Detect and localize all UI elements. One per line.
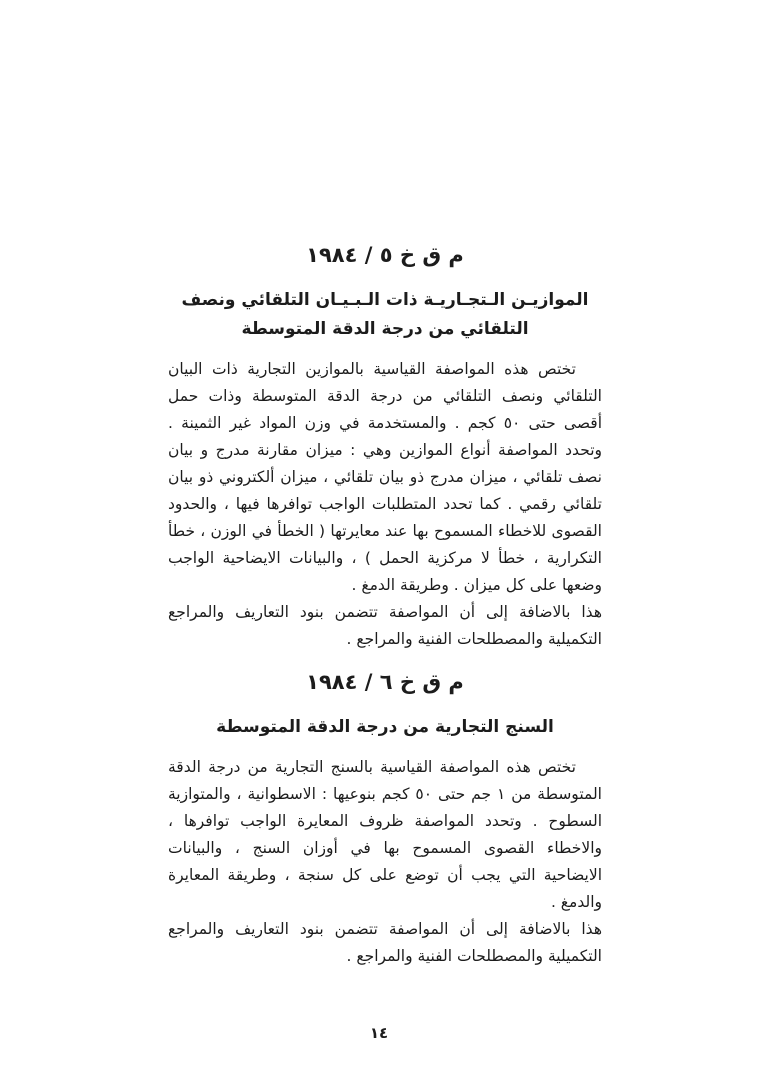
page-footer [0,1023,758,1042]
standard-code: م ق خ ٦ / ١٩٨٤ [306,670,464,694]
standard-code: م ق خ ٥ / ١٩٨٤ [306,243,464,267]
standard-summary-paragraph: تختص هذه المواصفة القياسية بالموازين التجارية ذات البيان التلقائي ونصف التلقائي من درجة الدقة المتوسطة وذات حمل أقصى حتى ٥٠ كجم . والمستخدمة في وزن المواد غير الثمينة . وتحدد المواصفة أنواع الموازين وهي : ميزان مقارنة مدرج و بيان نصف تلقائي ، ميزان مدرج ذو بيان تلقائي ، ميزان ألكتروني ذو بيان تلقائي رقمي . كما تحدد المتطلبات الواجب توافرها فيها ، والحدود القصوى للاخطاء المسموح بها عند معايرتها ( الخطأ في الوزن ، خطأ التكرارية ، خطأ لا مركزية الحمل ) ، والبيانات الايضاحية الواجب وضعها على كل ميزان . وطريقة الدمغ . [168,360,603,594]
standard-addendum-paragraph: هذا بالاضافة إلى أن المواصفة تتضمن بنود التعاريف والمراجع التكميلية والمصطلحات الفنية والمراجع . [168,920,602,965]
page-content [168,242,602,970]
standard-entry-6-1984 [168,669,602,970]
standard-summary-paragraph: تختص هذه المواصفة القياسية بالسنج التجارية من درجة الدقة المتوسطة من ١ جم حتى ٥٠ كجم بنوعيها : الاسطوانية ، والمتوازية السطوح . وتحدد المواصفة ظروف المعايرة الواجب توافرها ، والاخطاء القصوى المسموح بها في أوزان السنج ، والبيانات الايضاحية التي يجب أن توضع على كل سنجة ، وطريقة المعايرة والدمغ . [168,758,602,911]
standard-title: السنج التجارية من درجة الدقة المتوسطة [216,717,554,737]
standard-title: الموازيـن الـتجـاريـة ذات الـبـيـان التلقائي ونصف التلقائي من درجة الدقة المتوسطة [181,290,589,339]
standard-addendum-paragraph: هذا بالاضافة إلى أن المواصفة تتضمن بنود التعاريف والمراجع التكميلية والمصطلحات الفنية والمراجع . [168,603,602,648]
standard-entry-5-1984 [168,242,602,653]
page-number: ١٤ [369,1024,389,1042]
